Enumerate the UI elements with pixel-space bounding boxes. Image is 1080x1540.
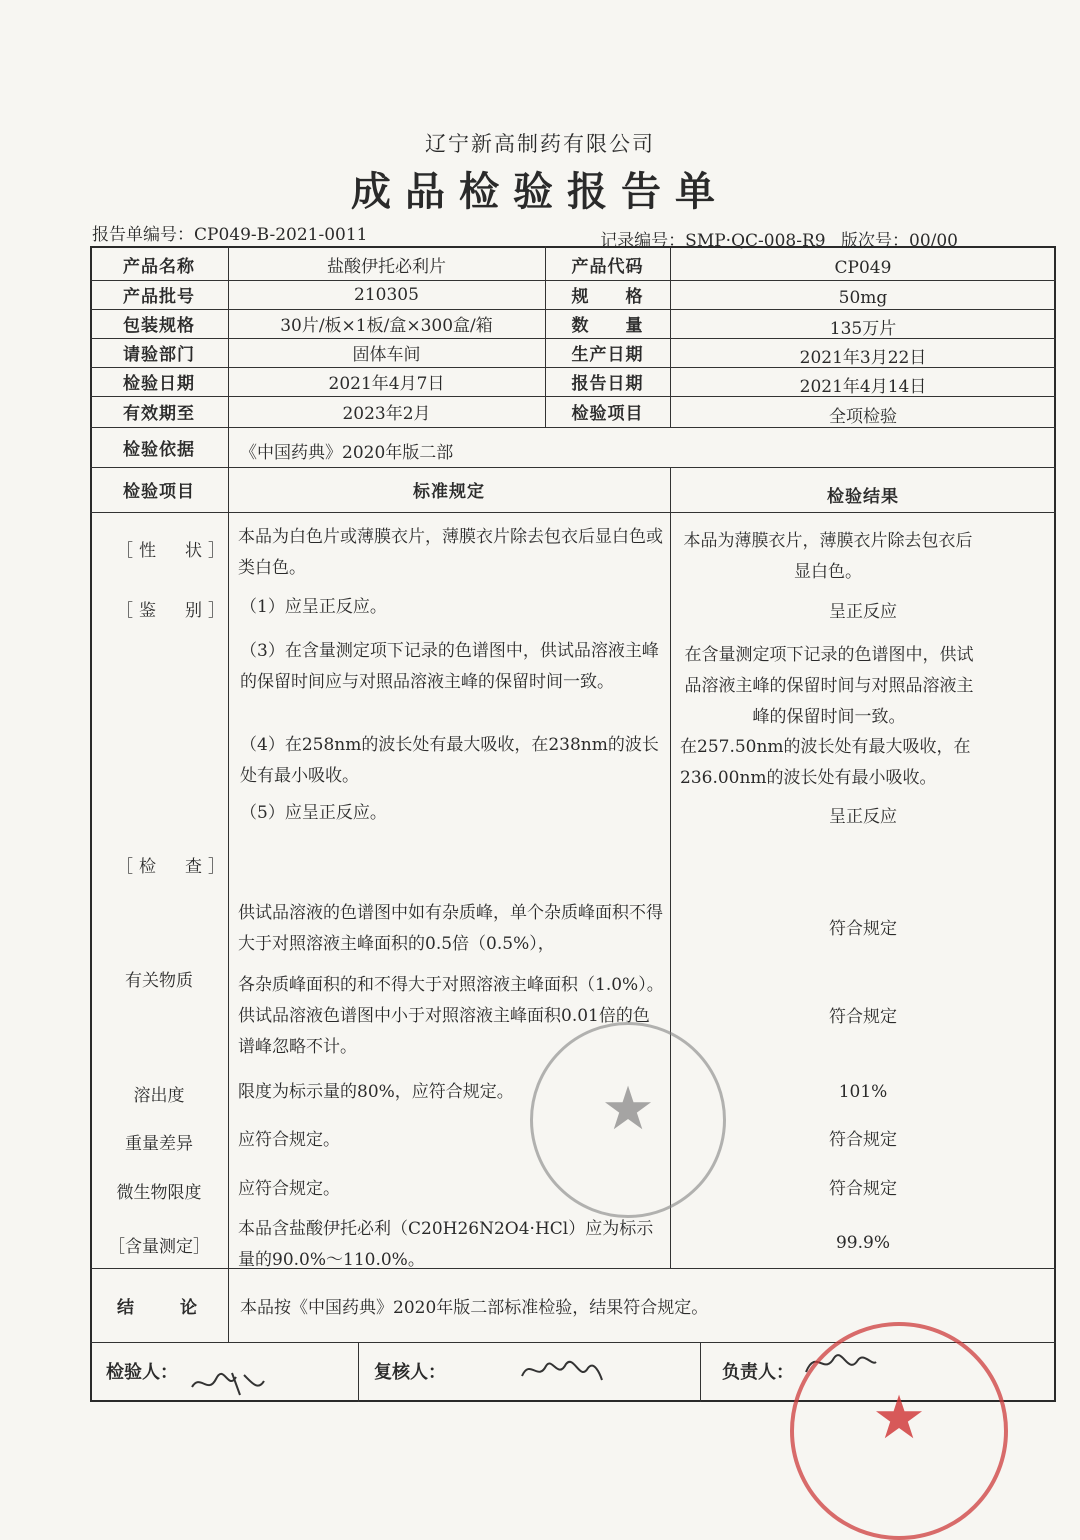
ident-1-standard: （1）应呈正反应。 xyxy=(240,597,387,617)
column-result: 检验结果 xyxy=(827,487,899,507)
report-number: 报告单编号：CP049-B-2021-0011 xyxy=(92,225,368,245)
related-2-result: 符合规定 xyxy=(829,1007,897,1027)
star-icon: ★ xyxy=(872,1383,926,1454)
item-check-label: ［检 查］ xyxy=(116,857,231,877)
related-1-standard: 供试品溶液的色谱图中如有杂质峰，单个杂质峰面积不得大于对照溶液主峰面积的0.5倍（0.5%）， xyxy=(238,903,663,954)
label-product-name: 产品名称 xyxy=(123,256,195,277)
label-inspection-date: 检验日期 xyxy=(123,374,195,394)
label-basis: 检验依据 xyxy=(123,439,195,460)
value-production-date: 2021年3月22日 xyxy=(799,348,927,368)
assay-result: 99.9% xyxy=(835,1233,890,1253)
related-1-result: 符合规定 xyxy=(829,919,897,939)
weight-result: 符合规定 xyxy=(829,1130,897,1150)
item-identification-label: ［鉴 别］ xyxy=(116,601,231,621)
value-packaging: 30片/板×1板/盒×300盒/箱 xyxy=(280,316,493,336)
value-product-code: CP049 xyxy=(834,258,892,278)
label-spec: 规 格 xyxy=(571,287,644,307)
value-quantity: 135万片 xyxy=(829,319,897,339)
item-appearance-standard: 本品为白色片或薄膜衣片，薄膜衣片除去包衣后显白色或类白色。 xyxy=(238,527,663,578)
column-standard: 标准规定 xyxy=(413,482,485,502)
item-microbial-label: 微生物限度 xyxy=(116,1182,202,1203)
label-packaging: 包装规格 xyxy=(123,316,195,336)
label-production-date: 生产日期 xyxy=(571,345,644,365)
microbial-standard: 应符合规定。 xyxy=(238,1179,340,1199)
company-name: 辽宁新高制药有限公司 xyxy=(425,132,655,156)
qc-inspection-seal xyxy=(530,1022,726,1218)
label-department: 请验部门 xyxy=(123,345,195,365)
label-inspection-item: 检验项目 xyxy=(571,404,644,424)
dissolution-result: 101% xyxy=(838,1082,888,1102)
label-quantity: 数 量 xyxy=(571,316,644,336)
microbial-result: 符合规定 xyxy=(829,1179,897,1199)
value-report-date: 2021年4月14日 xyxy=(799,377,927,397)
ident-5-result: 呈正反应 xyxy=(829,807,897,827)
item-assay-label: ［含量测定］ xyxy=(108,1236,210,1257)
label-expiry: 有效期至 xyxy=(123,404,195,424)
value-department: 固体车间 xyxy=(352,345,421,365)
value-spec: 50mg xyxy=(838,287,888,308)
label-product-code: 产品代码 xyxy=(571,256,644,277)
dissolution-standard: 限度为标示量的80%，应符合规定。 xyxy=(238,1082,514,1102)
value-inspection-date: 2021年4月7日 xyxy=(328,374,445,394)
inspector-label: 检验人： xyxy=(106,1362,178,1383)
item-dissolution-label: 溶出度 xyxy=(133,1085,185,1106)
item-appearance-label: ［性 状］ xyxy=(116,541,231,561)
ident-4-result: 在257.50nm的波长处有最大吸收，在236.00nm的波长处有最小吸收。 xyxy=(680,737,971,788)
version-number: 版次号：00/00 xyxy=(841,231,958,251)
ident-5-standard: （5）应呈正反应。 xyxy=(240,803,387,823)
responsible-label: 负责人： xyxy=(722,1362,794,1383)
label-batch: 产品批号 xyxy=(123,287,195,307)
item-weight-label: 重量差异 xyxy=(125,1133,193,1154)
label-report-date: 报告日期 xyxy=(571,374,644,394)
star-icon: ★ xyxy=(601,1073,655,1144)
weight-standard: 应符合规定。 xyxy=(238,1130,340,1150)
reviewer-signature xyxy=(516,1352,606,1394)
value-batch: 210305 xyxy=(354,284,419,305)
related-2-standard: 各杂质峰面积的和不得大于对照溶液主峰面积（1.0%）。供试品溶液色谱图中小于对照溶液主峰面积0.01倍的色谱峰忽略不计。 xyxy=(238,975,664,1057)
record-number: 记录编号：SMP·QC-008-R9 xyxy=(600,231,826,251)
item-related-label: 有关物质 xyxy=(125,970,193,991)
ident-3-standard: （3）在含量测定项下记录的色谱图中，供试品溶液主峰的保留时间应与对照品溶液主峰的保留时间一致。 xyxy=(240,641,659,692)
ident-4-standard: （4）在258nm的波长处有最大吸收，在238nm的波长处有最小吸收。 xyxy=(240,735,659,786)
conclusion-label: 结 论 xyxy=(117,1297,201,1318)
value-product-name: 盐酸伊托必利片 xyxy=(327,256,446,277)
reviewer-label: 复核人： xyxy=(374,1362,446,1383)
item-appearance-result: 本品为薄膜衣片，薄膜衣片除去包衣后显白色。 xyxy=(683,531,973,582)
inspector-signature xyxy=(188,1365,268,1405)
conclusion-text: 本品按《中国药典》2020年版二部标准检验，结果符合规定。 xyxy=(240,1297,709,1318)
report-title: 成品检验报告单 xyxy=(351,168,729,215)
column-item: 检验项目 xyxy=(123,482,195,502)
assay-standard: 本品含盐酸伊托必利（C20H26N2O4·HCl）应为标示量的90.0%～110.0%。 xyxy=(238,1219,654,1270)
quality-management-seal xyxy=(790,1322,1008,1540)
value-basis: 《中国药典》2020年版二部 xyxy=(240,442,454,463)
ident-3-result: 在含量测定项下记录的色谱图中，供试品溶液主峰的保留时间与对照品溶液主峰的保留时间一致。 xyxy=(684,645,974,727)
value-inspection-item: 全项检验 xyxy=(829,407,897,427)
ident-1-result: 呈正反应 xyxy=(829,602,897,622)
value-expiry: 2023年2月 xyxy=(342,404,431,424)
